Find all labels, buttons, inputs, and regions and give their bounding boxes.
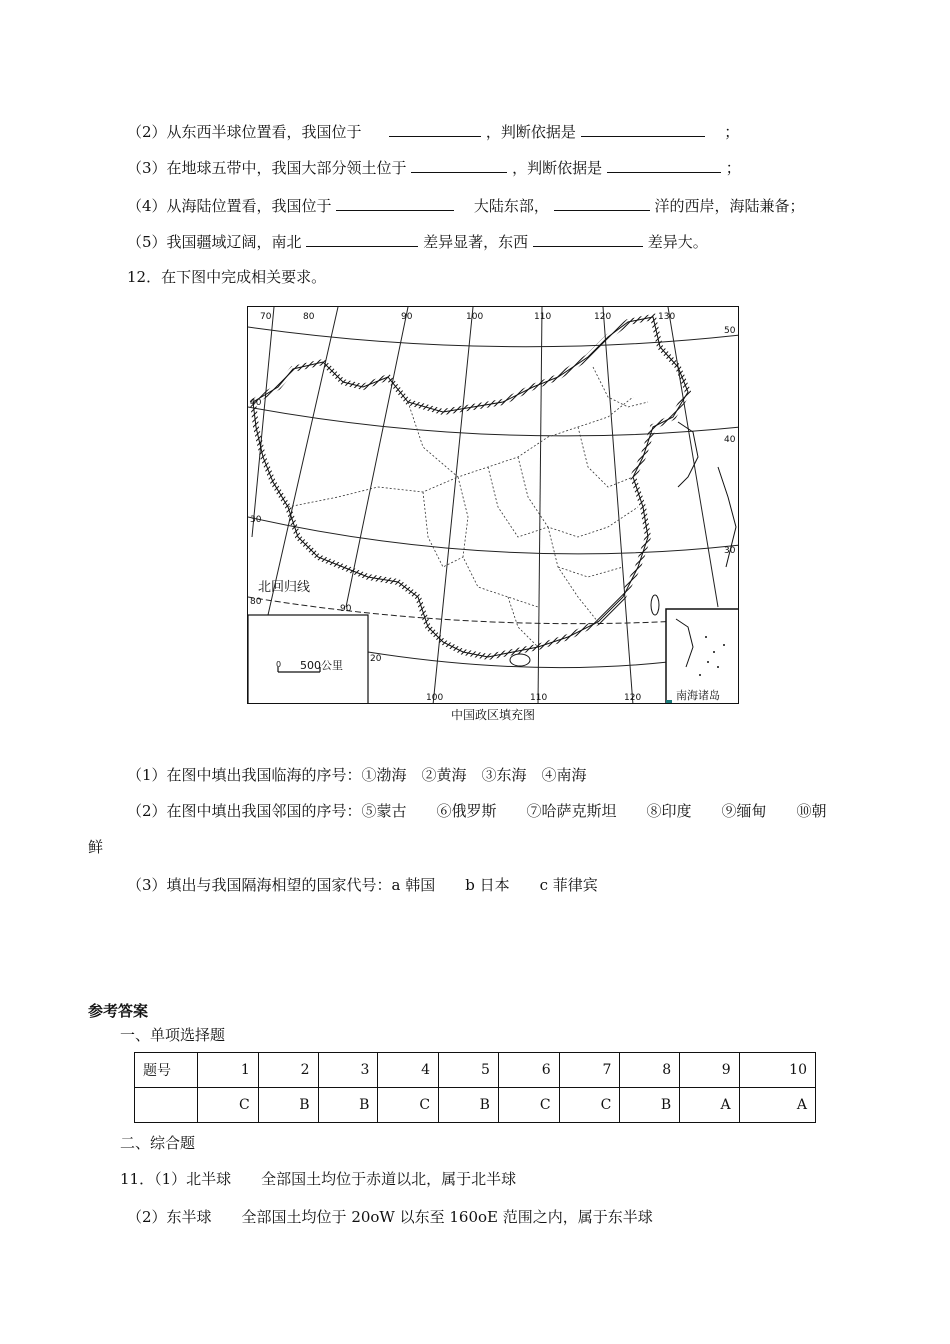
q2-end: ； — [724, 123, 740, 141]
q3-answer-blank-1[interactable] — [411, 156, 507, 173]
q2-mid: ，判断依据是 — [485, 123, 576, 141]
task-2-continued: 鲜 — [88, 838, 104, 856]
q3-answer-blank-2[interactable] — [607, 156, 721, 173]
question-4 — [127, 194, 804, 217]
q4-end: 洋的西岸，海陆兼备； — [654, 197, 805, 215]
table-number: 8 — [620, 1053, 680, 1088]
scale-label: 500公里 — [300, 659, 343, 672]
hainan-island — [510, 654, 530, 666]
q2-answer-blank-1[interactable] — [389, 120, 481, 137]
lon-bottom-90: 90 — [340, 604, 352, 614]
lon-label-80: 80 — [303, 312, 315, 322]
china-outline-map — [247, 306, 739, 704]
task-3: （3）填出与我国隔海相望的国家代号：a 韩国 b 日本 c 菲律宾 — [127, 876, 598, 894]
inset-label: 南海诸岛 — [676, 689, 720, 702]
lon-90-line — [346, 307, 408, 607]
lon-label-90: 90 — [401, 312, 413, 322]
lat-30-line — [248, 517, 739, 554]
table-answer: C — [378, 1088, 439, 1123]
table-number: 2 — [258, 1053, 318, 1088]
table-answer: A — [739, 1088, 815, 1123]
lat-50-line — [248, 327, 739, 347]
q5-mid: 差异显著，东西 — [423, 233, 529, 251]
table-number: 3 — [318, 1053, 378, 1088]
lat-label-30: 30 — [724, 546, 736, 556]
tropic-label: 北回归线 — [258, 580, 311, 595]
map-caption: 中国政区填充图 — [450, 708, 535, 722]
q2-answer-blank-2[interactable] — [581, 120, 705, 137]
lon-label-100: 100 — [466, 312, 484, 322]
lat-label-50: 50 — [724, 326, 736, 336]
answers-section-2: 二、综合题 — [120, 1134, 196, 1152]
answers-section-1: 一、单项选择题 — [120, 1026, 226, 1044]
table-number: 9 — [680, 1053, 739, 1088]
q5-answer-blank-1[interactable] — [306, 230, 418, 247]
question-3 — [127, 156, 741, 179]
table-answer: B — [318, 1088, 378, 1123]
table-answer: B — [439, 1088, 499, 1123]
china-border — [253, 317, 688, 657]
question-2 — [127, 120, 739, 143]
map-svg — [248, 307, 739, 704]
answer-table — [134, 1052, 816, 1123]
lat-label-40: 40 — [724, 435, 736, 445]
lon-label-120: 120 — [594, 312, 612, 322]
inset-marker — [666, 700, 672, 704]
taiwan-island — [651, 595, 659, 615]
q5-label: （5）我国疆域辽阔，南北 — [127, 233, 302, 251]
table-answer: A — [680, 1088, 739, 1123]
task-2: （2）在图中填出我国邻国的序号：⑤蒙古 ⑥俄罗斯 ⑦哈萨克斯坦 ⑧印度 ⑨缅甸 ⑩朝 — [127, 802, 827, 820]
answer-11: 11．（1）北半球 全部国土均位于赤道以北，属于北半球 — [120, 1170, 517, 1188]
left-lat-80: 80 — [250, 597, 262, 607]
lon-bottom-110: 110 — [530, 693, 548, 703]
lon-label-110: 110 — [534, 312, 552, 322]
answer-11-2: （2）东半球 全部国土均位于 20oW 以东至 160oE 范围之内，属于东半球 — [127, 1208, 653, 1226]
table-number: 7 — [559, 1053, 620, 1088]
q2-label: （2）从东西半球位置看，我国位于 — [127, 123, 362, 141]
table-number: 10 — [739, 1053, 815, 1088]
table-row — [135, 1088, 816, 1123]
lon-120-line — [603, 307, 633, 704]
table-answer: C — [559, 1088, 620, 1123]
lon-130-line — [668, 307, 718, 607]
table-answer: C — [198, 1088, 259, 1123]
table-answer: C — [498, 1088, 559, 1123]
table-number: 4 — [378, 1053, 439, 1088]
table-number: 1 — [198, 1053, 259, 1088]
q4-answer-blank-1[interactable] — [336, 194, 454, 211]
question-12: 12．在下图中完成相关要求。 — [127, 268, 327, 286]
q5-answer-blank-2[interactable] — [533, 230, 643, 247]
table-answer: B — [258, 1088, 318, 1123]
task-1: （1）在图中填出我国临海的序号：①渤海 ②黄海 ③东海 ④南海 — [127, 766, 587, 784]
q3-mid: ，判断依据是 — [512, 159, 603, 177]
table-head-empty — [135, 1088, 198, 1123]
lat-label-20: 20 — [370, 654, 382, 664]
answers-title: 参考答案 — [88, 1002, 149, 1020]
china-outline — [253, 317, 688, 657]
table-head-label: 题号 — [135, 1053, 198, 1088]
lon-bottom-100: 100 — [426, 693, 444, 703]
scale-zero: 0 — [276, 660, 282, 669]
q4-answer-blank-2[interactable] — [554, 194, 650, 211]
q3-end: ； — [725, 159, 741, 177]
table-row — [135, 1053, 816, 1088]
left-lat-30: 30 — [250, 515, 262, 525]
lon-bottom-120: 120 — [624, 693, 642, 703]
q3-label: （3）在地球五带中，我国大部分领土位于 — [127, 159, 407, 177]
table-answer: B — [620, 1088, 680, 1123]
question-5 — [127, 230, 708, 253]
lon-label-130: 130 — [658, 312, 676, 322]
lon-label-70: 70 — [260, 312, 272, 322]
q4-mid: 大陆东部， — [473, 197, 549, 215]
table-number: 5 — [439, 1053, 499, 1088]
q4-label: （4）从海陆位置看，我国位于 — [127, 197, 332, 215]
left-lat-40: 40 — [250, 398, 262, 408]
table-number: 6 — [498, 1053, 559, 1088]
q5-end: 差异大。 — [647, 233, 708, 251]
